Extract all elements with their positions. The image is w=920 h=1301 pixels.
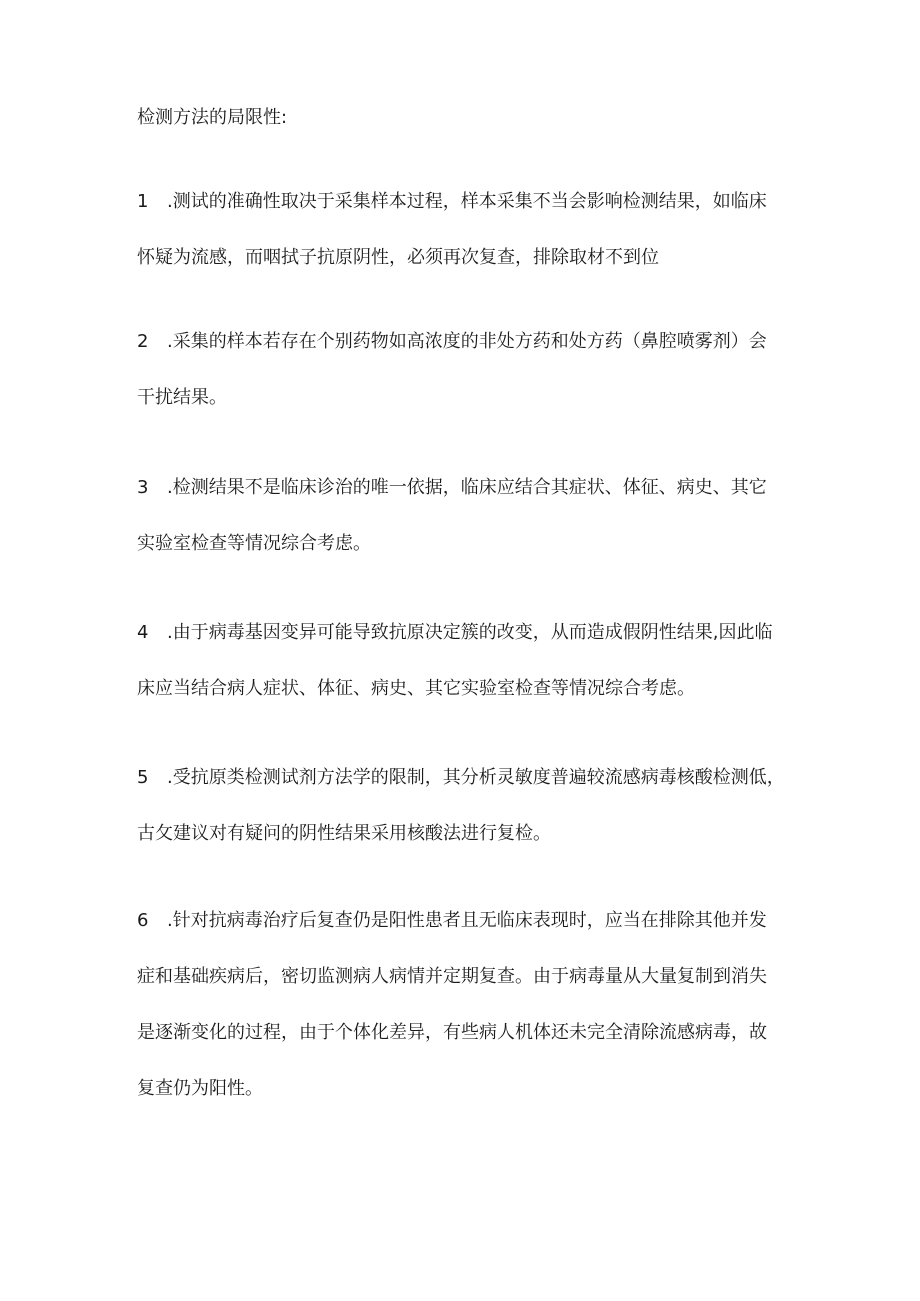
item-line: 干扰结果。 [137, 387, 227, 408]
limitation-item-5 [137, 750, 809, 862]
limitation-item-2 [137, 314, 809, 426]
item-line: 怀疑为流感，而咽拭子抗原阴性，必须再次复查，排除取材不到位 [137, 247, 659, 268]
item-line [137, 750, 809, 806]
item-text: .检测结果不是临床诊治的唯一依据，临床应结合其症状、体征、病史、其它 [167, 477, 767, 498]
item-number: 4 [137, 622, 149, 643]
item-line: 床应当结合病人症状、体征、病史、其它实验室检查等情况综合考虑。 [137, 678, 695, 699]
item-line: 是逐渐变化的过程，由于个体化差异，有些病人机体还未完全清除流感病毒，故 [137, 1022, 767, 1043]
item-text: .受抗原类检测试剂方法学的限制，其分析灵敏度普遍较流感病毒核酸检测低， [167, 767, 785, 788]
limitation-item-1 [137, 174, 809, 286]
item-text: .采集的样本若存在个别药物如高浓度的非处方药和处方药（鼻腔喷雾剂）会 [167, 331, 767, 352]
item-line [137, 893, 809, 949]
limitation-item-6 [137, 893, 809, 1117]
section-heading: 检测方法的局限性: [137, 107, 288, 128]
item-line [137, 174, 809, 230]
item-line [137, 605, 809, 661]
item-number: 5 [137, 767, 149, 788]
limitation-item-3 [137, 460, 809, 572]
item-line: 实验室检查等情况综合考虑。 [137, 533, 371, 554]
item-line [137, 314, 809, 370]
limitation-item-4 [137, 605, 809, 717]
item-text: .针对抗病毒治疗后复查仍是阳性患者且无临床表现时，应当在排除其他并发 [167, 910, 767, 931]
item-line: 复查仍为阳性。 [137, 1078, 263, 1099]
item-number: 1 [137, 191, 149, 212]
item-line [137, 460, 809, 516]
item-number: 2 [137, 331, 149, 352]
item-line: 症和基础疾病后，密切监测病人病情并定期复查。由于病毒量从大量复制到消失 [137, 966, 767, 987]
item-text: .测试的准确性取决于采集样本过程，样本采集不当会影响检测结果，如临床 [167, 191, 767, 212]
item-number: 6 [137, 910, 149, 931]
item-number: 3 [137, 477, 149, 498]
item-text: .由于病毒基因变异可能导致抗原决定簇的改变，从而造成假阴性结果,因此临 [167, 622, 773, 643]
item-line: 古攵建议对有疑问的阴性结果采用核酸法进行复检。 [137, 823, 551, 844]
